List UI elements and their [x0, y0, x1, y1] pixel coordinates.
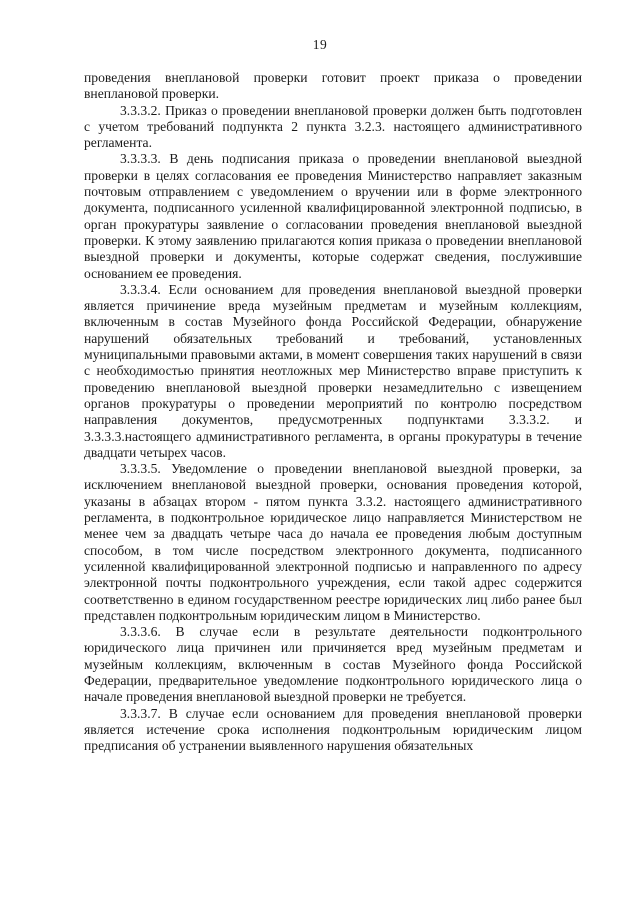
paragraph-3-3-3-4: 3.3.3.4. Если основанием для проведения внеплановой выездной проверки является причинение вреда музейным предметам и музейным коллекциям, включенным в состав Музейного фонда Российской Федерации, обнаружение нарушений обязательных требований и требований, установленных муниципальными правовыми актами, в момент совершения таких нарушений в связи с необходимостью принятия неотложных мер Министерство вправе приступить к проведению внеплановой выездной проверки незамедлительно с извещением органов прокуратуры о проведении мероприятий по контролю посредством направления документов, предусмотренных подпунктами 3.3.3.2. и 3.3.3.3.настоящего административного регламента, в органы прокуратуры в течение двадцати четырех часов. — [84, 281, 582, 460]
document-body — [84, 70, 582, 754]
page-number: 19 — [312, 37, 328, 52]
paragraph-continuation: проведения внеплановой проверки готовит проект приказа о проведении внеплановой проверки. — [84, 70, 582, 102]
paragraph-3-3-3-3: 3.3.3.3. В день подписания приказа о проведении внеплановой выездной проверки в целях согласования ее проведения Министерство направляет заказным почтовым отправлением с уведомлением о вручении или в форме электронного документа, подписанного усиленной квалифицированной электронной подписью, в орган прокуратуры заявление о согласовании проведения внеплановой выездной проверки. К этому заявлению прилагаются копия приказа о проведении внеплановой выездной проверки и документы, которые содержат сведения, послужившие основанием ее проведения. — [84, 151, 582, 281]
paragraph-3-3-3-2: 3.3.3.2. Приказ о проведении внеплановой проверки должен быть подготовлен с учетом требований подпункта 2 пункта 3.2.3. настоящего административного регламента. — [84, 102, 582, 151]
paragraph-3-3-3-6: 3.3.3.6. В случае если в результате деятельности подконтрольного юридического лица причинен или причиняется вред музейным предметам и музейным коллекциям, включенным в состав Музейного фонда Российской Федерации, предварительное уведомление подконтрольного юридического лица о начале проведения внеплановой выездной проверки не требуется. — [84, 624, 582, 705]
paragraph-3-3-3-5: 3.3.3.5. Уведомление о проведении внеплановой выездной проверки, за исключением внеплановой выездной проверки, основания проведения которой, указаны в абзацах втором - пятом пункта 3.3.2. настоящего административного регламента, в подконтрольное юридическое лицо направляется Министерством не менее чем за двадцать четыре часа до начала ее проведения любым доступным способом, в том числе посредством электронного документа, подписанного усиленной квалифицированной электронной подписью и направленного по адресу электронной почты подконтрольного учреждения, если такой адрес содержится соответственно в едином государственном реестре юридических лиц либо ранее был представлен подконтрольным юридическим лицом в Министерство. — [84, 461, 582, 623]
paragraph-3-3-3-7: 3.3.3.7. В случае если основанием для проведения внеплановой проверки является истечение срока исполнения подконтрольным юридическим лицом предписания об устранении выявленного нарушения обязательных — [84, 705, 582, 754]
